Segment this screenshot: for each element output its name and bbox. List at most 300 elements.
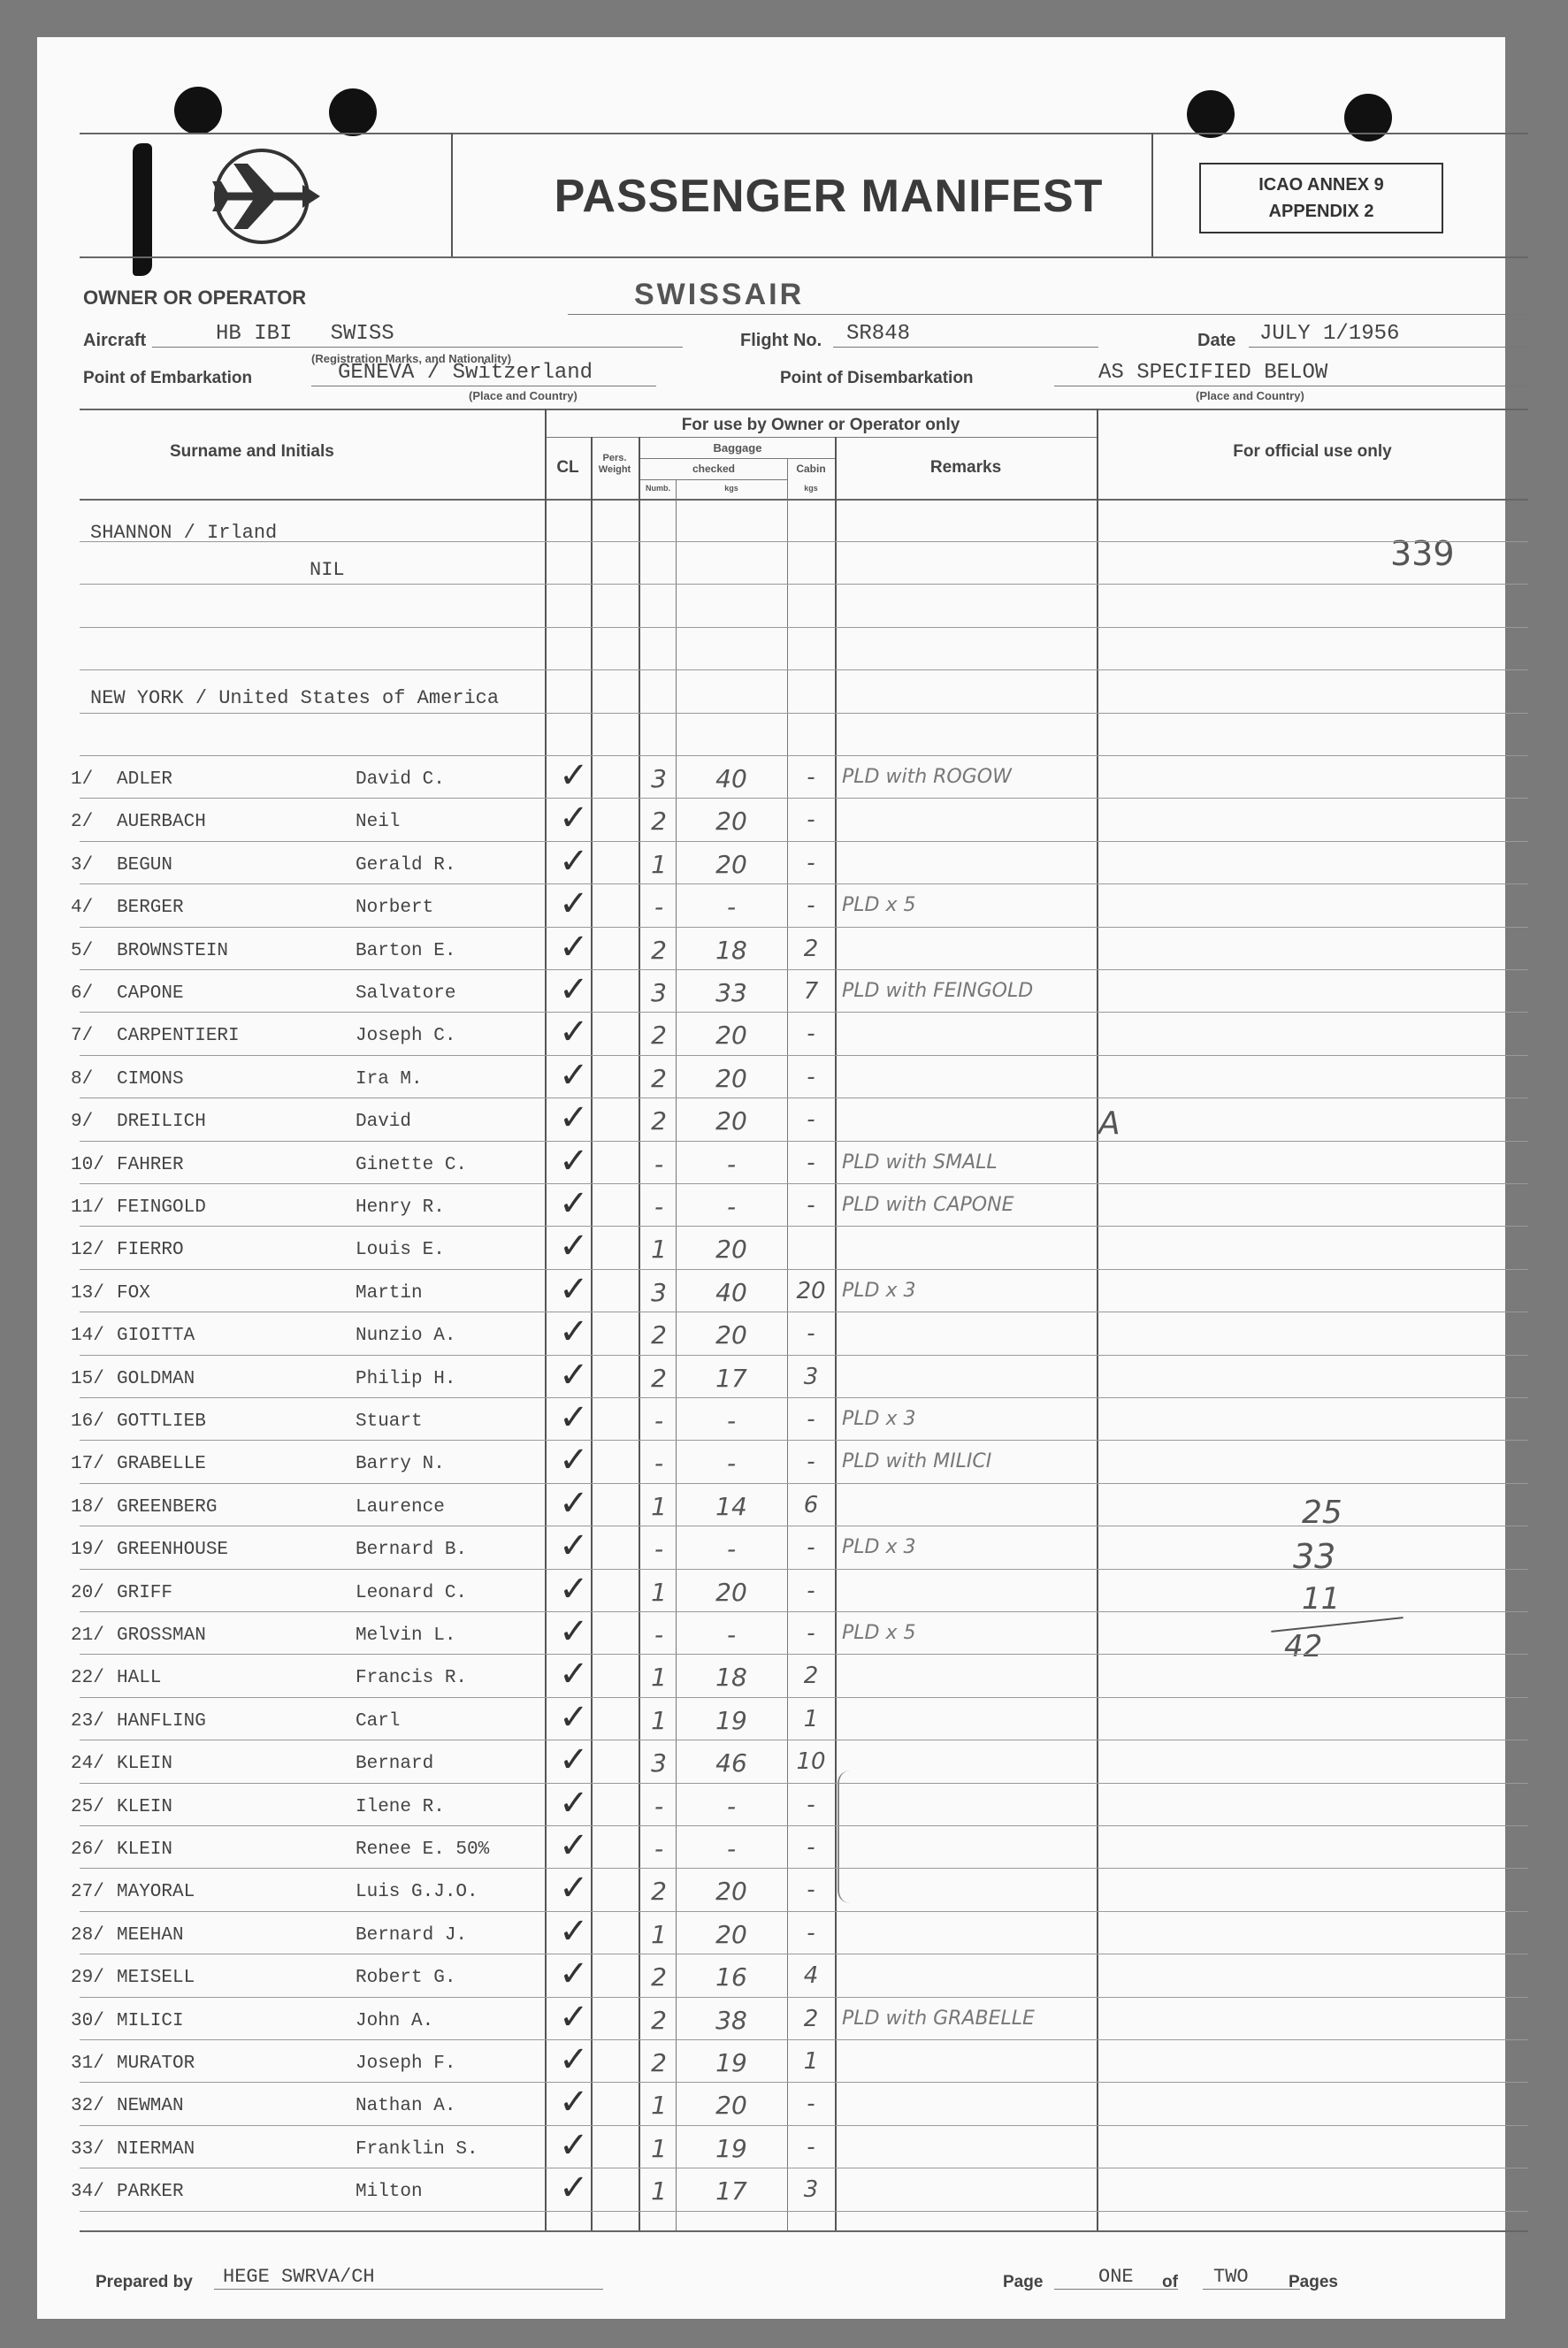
place-country-note: (Place and Country) <box>1196 389 1304 402</box>
cabin-kgs: - <box>807 1449 815 1475</box>
bag-count: - <box>654 892 664 922</box>
shannon-count: 339 <box>1390 534 1455 573</box>
bag-kgs: 20 <box>715 1021 747 1050</box>
cabin-kgs: - <box>807 1620 815 1647</box>
surname: MAYORAL <box>117 1882 195 1902</box>
given-name: Milton <box>356 2182 423 2202</box>
bag-count: 2 <box>651 1320 667 1350</box>
check-mark-icon: ✓ <box>559 2082 589 2122</box>
of-label: of <box>1162 2273 1178 2291</box>
given-name: Carl <box>356 1711 401 1732</box>
table-row <box>37 841 1505 885</box>
bag-count: - <box>654 1406 664 1435</box>
surname: MEEHAN <box>117 1925 184 1946</box>
cabin-kgs: - <box>807 1021 815 1047</box>
bag-kgs: 20 <box>715 1877 747 1906</box>
remarks: PLD with GRABELLE <box>842 2008 1035 2030</box>
check-mark-icon: ✓ <box>559 1611 589 1652</box>
table-rule <box>80 627 1528 628</box>
date-value: JULY 1/1956 <box>1259 322 1400 346</box>
surname: GIOITTA <box>117 1326 195 1346</box>
bag-kgs: 17 <box>715 1364 747 1393</box>
check-mark-icon: ✓ <box>559 2039 589 2080</box>
table-rule <box>80 755 1528 756</box>
given-name: Gerald R. <box>356 855 456 876</box>
row-number: 6/ <box>71 983 94 1004</box>
table-row <box>37 1740 1505 1784</box>
cabin-kgs: - <box>807 1920 815 1946</box>
table-rule <box>80 1269 1528 1270</box>
bag-count: 2 <box>651 1877 667 1906</box>
cabin-kgs: - <box>807 2134 815 2161</box>
table-rule <box>80 1440 1528 1441</box>
surname: CIMONS <box>117 1069 184 1090</box>
bag-count: 1 <box>651 1492 667 1521</box>
surname: BERGER <box>117 898 184 918</box>
surname: KLEIN <box>117 1754 173 1774</box>
bag-kgs: 20 <box>715 1578 747 1607</box>
bag-kgs: - <box>726 892 737 922</box>
check-mark-icon: ✓ <box>559 1569 589 1610</box>
given-name: Francis R. <box>356 1668 468 1688</box>
table-row <box>37 1226 1505 1270</box>
given-name: Ira M. <box>356 1069 423 1090</box>
table-row <box>37 1697 1505 1741</box>
table-rule <box>80 1397 1528 1398</box>
registration-note: (Registration Marks, and Nationality) <box>311 352 512 365</box>
cabin-kgs: - <box>807 2091 815 2117</box>
check-mark-icon: ✓ <box>559 1697 589 1738</box>
bag-kgs: - <box>726 1620 737 1649</box>
given-name: Joseph C. <box>356 1026 456 1046</box>
bag-kgs: - <box>726 1834 737 1863</box>
bag-kgs: 20 <box>715 1920 747 1949</box>
row-number: 18/ <box>71 1497 104 1518</box>
given-name: Leonard C. <box>356 1583 468 1603</box>
bag-count: - <box>654 1792 664 1821</box>
bag-kgs: 20 <box>715 1064 747 1093</box>
surname: KLEIN <box>117 1839 173 1860</box>
table-row <box>37 755 1505 799</box>
bag-kgs: 18 <box>715 936 747 965</box>
given-name: Luis G.J.O. <box>356 1882 478 1902</box>
table-row <box>37 1483 1505 1527</box>
row-number: 24/ <box>71 1754 104 1774</box>
given-name: Nunzio A. <box>356 1326 456 1346</box>
cabin-kgs: - <box>807 1150 815 1176</box>
surname: GOLDMAN <box>117 1369 195 1389</box>
bag-kgs: 38 <box>715 2006 747 2035</box>
table-rule <box>80 2211 1528 2212</box>
cabin-kgs: 7 <box>803 978 819 1005</box>
surname: PARKER <box>117 2182 184 2202</box>
table-rule <box>80 669 1528 670</box>
cabin-kgs: - <box>807 1792 815 1818</box>
table-row <box>37 1397 1505 1442</box>
table-rule <box>80 798 1528 799</box>
row-number: 17/ <box>71 1454 104 1474</box>
remarks: PLD with MILICI <box>842 1450 992 1472</box>
bag-kgs: 18 <box>715 1663 747 1692</box>
table-row <box>37 2039 1505 2084</box>
prepared-value: HEGE SWRVA/CH <box>223 2266 375 2288</box>
cabin-kgs: - <box>807 1192 815 1219</box>
surname: GROSSMAN <box>117 1625 206 1646</box>
remarks: PLD with CAPONE <box>842 1194 1014 1216</box>
punch-hole <box>174 87 222 134</box>
official-note-1: 25 <box>1302 1495 1342 1531</box>
table-row <box>37 927 1505 971</box>
bag-count: 2 <box>651 1364 667 1393</box>
flight-value: SR848 <box>846 322 911 346</box>
row-number: 27/ <box>71 1882 104 1902</box>
table-row <box>37 1954 1505 1998</box>
table-row <box>37 1269 1505 1313</box>
row-number: 26/ <box>71 1839 104 1860</box>
place-country-note: (Place and Country) <box>469 389 577 402</box>
bag-kgs: 46 <box>715 1748 747 1778</box>
table-row <box>37 1911 1505 1955</box>
table-rule <box>80 1569 1528 1570</box>
row-number: 28/ <box>71 1925 104 1946</box>
surname: GRIFF <box>117 1583 173 1603</box>
table-rule <box>80 1355 1528 1356</box>
bag-kgs: 19 <box>715 2048 747 2077</box>
check-mark-icon: ✓ <box>559 1397 589 1438</box>
cabin-kgs: 3 <box>803 2176 819 2203</box>
bag-count: 2 <box>651 1106 667 1136</box>
row-number: 19/ <box>71 1540 104 1560</box>
check-mark-icon: ✓ <box>559 1269 589 1310</box>
given-name: Salvatore <box>356 983 456 1004</box>
check-mark-icon: ✓ <box>559 1226 589 1266</box>
weight-label: Weight <box>598 464 631 475</box>
check-mark-icon: ✓ <box>559 1012 589 1052</box>
check-mark-icon: ✓ <box>559 1312 589 1352</box>
bag-kgs: - <box>726 1406 737 1435</box>
official-note-2: 33 <box>1293 1537 1336 1576</box>
table-rule <box>80 969 1528 970</box>
surname: MILICI <box>117 2011 184 2031</box>
bag-kgs: 17 <box>715 2176 747 2206</box>
remarks: PLD x 3 <box>842 1280 916 1302</box>
remarks: PLD x 3 <box>842 1536 916 1558</box>
newyork-section: NEW YORK / United States of America <box>90 687 500 709</box>
cabin-kgs: 2 <box>803 936 819 962</box>
aircraft-value: HB IBI SWISS <box>216 322 394 346</box>
bag-kgs: - <box>726 1792 737 1821</box>
row-number: 7/ <box>71 1026 94 1046</box>
given-name: Nathan A. <box>356 2096 456 2116</box>
checked-header: checked <box>692 463 736 475</box>
given-name: Barry N. <box>356 1454 445 1474</box>
table-row <box>37 2125 1505 2169</box>
surname: FAHRER <box>117 1155 184 1175</box>
bag-count: 1 <box>651 850 667 879</box>
bag-kgs: - <box>726 1449 737 1478</box>
bag-count: 3 <box>651 1278 667 1307</box>
icao-line-2: APPENDIX 2 <box>1268 202 1374 221</box>
cabin-kgs: - <box>807 1064 815 1090</box>
table-row <box>37 1312 1505 1356</box>
owner-label: OWNER OR OPERATOR <box>83 287 307 309</box>
surname: BROWNSTEIN <box>117 941 229 961</box>
embarkation-label: Point of Embarkation <box>83 369 253 387</box>
given-name: Martin <box>356 1283 423 1304</box>
cabin-kgs: 2 <box>803 1663 819 1689</box>
bag-count: 1 <box>651 2134 667 2163</box>
given-name: Franklin S. <box>356 2139 478 2160</box>
table-rule <box>80 1783 1528 1784</box>
bag-count: 2 <box>651 936 667 965</box>
surname: MURATOR <box>117 2054 195 2074</box>
table-rule <box>80 1825 1528 1826</box>
table-row <box>37 1868 1505 1912</box>
check-mark-icon: ✓ <box>559 1997 589 2038</box>
surname: HANFLING <box>117 1711 206 1732</box>
table-rule <box>80 541 1528 542</box>
table-rule <box>80 1697 1528 1698</box>
table-rule <box>80 1141 1528 1142</box>
table-row <box>37 1526 1505 1570</box>
row-number: 10/ <box>71 1155 104 1175</box>
given-name: John A. <box>356 2011 434 2031</box>
bag-kgs: - <box>726 1150 737 1179</box>
total-pages-value: TWO <box>1213 2266 1249 2288</box>
pers-label: Pers. <box>602 453 627 463</box>
check-mark-icon: ✓ <box>559 1526 589 1566</box>
table-rule <box>80 1654 1528 1655</box>
row-number: 32/ <box>71 2096 104 2116</box>
given-name: Robert G. <box>356 1968 456 1988</box>
row-number: 14/ <box>71 1326 104 1346</box>
surname: FIERRO <box>117 1240 184 1260</box>
row-number: 20/ <box>71 1583 104 1603</box>
prepared-label: Prepared by <box>96 2273 193 2291</box>
check-mark-icon: ✓ <box>559 1911 589 1952</box>
table-row <box>37 883 1505 928</box>
cabin-kgs: - <box>807 1877 815 1903</box>
given-name: Stuart <box>356 1411 423 1432</box>
table-row <box>37 798 1505 842</box>
table-row <box>37 1654 1505 1698</box>
row-number: 4/ <box>71 898 94 918</box>
numb-header: Numb. <box>646 484 670 493</box>
check-mark-icon: ✓ <box>559 1868 589 1908</box>
row-number: 3/ <box>71 855 94 876</box>
date-label: Date <box>1197 331 1236 350</box>
kgs-header: kgs <box>724 484 738 493</box>
bag-kgs: 14 <box>715 1492 747 1521</box>
bag-count: - <box>654 1620 664 1649</box>
bag-count: 2 <box>651 2048 667 2077</box>
table-rule <box>80 1055 1528 1056</box>
check-mark-icon: ✓ <box>559 1055 589 1096</box>
check-mark-icon: ✓ <box>559 1783 589 1824</box>
table-row <box>37 1997 1505 2041</box>
cabin-kgs: 20 <box>796 1278 826 1304</box>
pers-weight-header <box>591 453 639 476</box>
check-mark-icon: ✓ <box>559 1440 589 1480</box>
cabin-kgs: 10 <box>796 1748 826 1775</box>
table-row <box>37 1783 1505 1827</box>
surname: KLEIN <box>117 1797 173 1817</box>
row-number: 8/ <box>71 1069 94 1090</box>
remarks-header: Remarks <box>929 458 1002 477</box>
table-row <box>37 1440 1505 1484</box>
owner-use-header: For use by Owner or Operator only <box>681 416 960 434</box>
given-name: Joseph F. <box>356 2054 456 2074</box>
given-name: Bernard J. <box>356 1925 468 1946</box>
bag-count: 1 <box>651 1235 667 1264</box>
row-number: 34/ <box>71 2182 104 2202</box>
surname: HALL <box>117 1668 162 1688</box>
cabin-kgs: 4 <box>803 1962 819 1989</box>
row-number: 23/ <box>71 1711 104 1732</box>
given-name: Philip H. <box>356 1369 456 1389</box>
page-label: Page <box>1003 2273 1044 2291</box>
surname: CAPONE <box>117 983 184 1004</box>
surname: FEINGOLD <box>117 1197 206 1218</box>
cabin-kgs: - <box>807 1534 815 1561</box>
check-mark-icon: ✓ <box>559 1183 589 1224</box>
given-name: David <box>356 1112 412 1132</box>
remarks: PLD with ROGOW <box>842 766 1012 788</box>
remarks: PLD with FEINGOLD <box>842 980 1034 1002</box>
cabin-kgs: - <box>807 1834 815 1861</box>
bag-count: 3 <box>651 764 667 793</box>
given-name: Laurence <box>356 1497 445 1518</box>
check-mark-icon: ✓ <box>559 1141 589 1182</box>
bag-count: 1 <box>651 2091 667 2120</box>
shannon-section: SHANNON / Irland <box>90 522 278 544</box>
cabin-kgs: 1 <box>803 2048 819 2075</box>
given-name: Bernard <box>356 1754 434 1774</box>
remarks: PLD x 5 <box>842 894 916 916</box>
table-row <box>37 1098 1505 1142</box>
given-name: Louis E. <box>356 1240 445 1260</box>
bag-count: 2 <box>651 807 667 836</box>
given-name: Bernard B. <box>356 1540 468 1560</box>
row-number: 21/ <box>71 1625 104 1646</box>
owner-value: SWISSAIR <box>634 278 805 311</box>
check-mark-icon: ✓ <box>559 1825 589 1866</box>
page-value: ONE <box>1098 2266 1134 2288</box>
cabin-kgs: 3 <box>803 1364 819 1390</box>
row-number: 5/ <box>71 941 94 961</box>
row-number: 31/ <box>71 2054 104 2074</box>
check-mark-icon: ✓ <box>559 755 589 796</box>
bag-kgs: 20 <box>715 850 747 879</box>
table-rule <box>80 1868 1528 1869</box>
bag-count: 2 <box>651 2006 667 2035</box>
cabin-kgs: 2 <box>803 2006 819 2032</box>
given-name: Norbert <box>356 898 434 918</box>
bag-kgs: 19 <box>715 2134 747 2163</box>
given-name: Renee E. 50% <box>356 1839 490 1860</box>
given-name: Ilene R. <box>356 1797 445 1817</box>
row-number: 30/ <box>71 2011 104 2031</box>
bag-kgs: 33 <box>715 978 747 1007</box>
punch-hole <box>1187 90 1235 138</box>
surname: NIERMAN <box>117 2139 195 2160</box>
bracket-mark <box>838 1771 857 1903</box>
surname: NEWMAN <box>117 2096 184 2116</box>
cl-header: CL <box>556 458 579 477</box>
manifest-sheet <box>37 37 1505 2319</box>
row-number: 16/ <box>71 1411 104 1432</box>
table-row <box>37 2168 1505 2212</box>
bag-kgs: 20 <box>715 1320 747 1350</box>
disembarkation-value: AS SPECIFIED BELOW <box>1098 361 1328 385</box>
table-row <box>37 1355 1505 1399</box>
table-row <box>37 1141 1505 1185</box>
surname: AUERBACH <box>117 812 206 832</box>
bag-kgs: 20 <box>715 1106 747 1136</box>
given-name: Melvin L. <box>356 1625 456 1646</box>
bag-count: 1 <box>651 2176 667 2206</box>
bag-count: 1 <box>651 1578 667 1607</box>
row-number: 33/ <box>71 2139 104 2160</box>
check-mark-icon: ✓ <box>559 1098 589 1138</box>
punch-hole <box>329 88 377 136</box>
surname: GOTTLIEB <box>117 1411 206 1432</box>
check-mark-icon: ✓ <box>559 1483 589 1524</box>
official-mark-a: A <box>1098 1105 1121 1142</box>
table-rule <box>80 1012 1528 1013</box>
bag-kgs: - <box>726 1534 737 1564</box>
given-name: Neil <box>356 812 401 832</box>
check-mark-icon: ✓ <box>559 2125 589 2166</box>
cabin-kgs: - <box>807 892 815 919</box>
bag-count: - <box>654 1534 664 1564</box>
check-mark-icon: ✓ <box>559 927 589 967</box>
surname: DREILICH <box>117 1112 206 1132</box>
official-use-header: For official use only <box>1233 442 1392 461</box>
table-row <box>37 1825 1505 1870</box>
cabin-kgs: - <box>807 1578 815 1604</box>
bag-count: 3 <box>651 978 667 1007</box>
surname: FOX <box>117 1283 150 1304</box>
flight-label: Flight No. <box>740 331 822 350</box>
remarks: PLD with SMALL <box>842 1151 998 1174</box>
official-note-4: 42 <box>1284 1629 1323 1664</box>
given-name: Ginette C. <box>356 1155 468 1175</box>
row-number: 22/ <box>71 1668 104 1688</box>
table-rule <box>80 1226 1528 1227</box>
bag-count: 2 <box>651 1021 667 1050</box>
cabin-kgs: 6 <box>803 1492 819 1518</box>
remarks: PLD x 3 <box>842 1408 916 1430</box>
table-rule <box>80 1483 1528 1484</box>
row-number: 13/ <box>71 1283 104 1304</box>
cabin-kgs: 1 <box>803 1706 819 1732</box>
bag-kgs: 16 <box>715 1962 747 1992</box>
airplane-logo-icon <box>207 148 322 245</box>
cabin-kgs: - <box>807 1106 815 1133</box>
row-number: 15/ <box>71 1369 104 1389</box>
bag-count: 3 <box>651 1748 667 1778</box>
check-mark-icon: ✓ <box>559 841 589 882</box>
table-row <box>37 1012 1505 1056</box>
table-rule <box>80 883 1528 884</box>
remarks: PLD x 5 <box>842 1622 916 1644</box>
table-rule <box>80 2082 1528 2083</box>
table-row <box>37 1055 1505 1099</box>
table-rule <box>80 1911 1528 1912</box>
given-name: David C. <box>356 769 445 790</box>
bag-count: 1 <box>651 1920 667 1949</box>
